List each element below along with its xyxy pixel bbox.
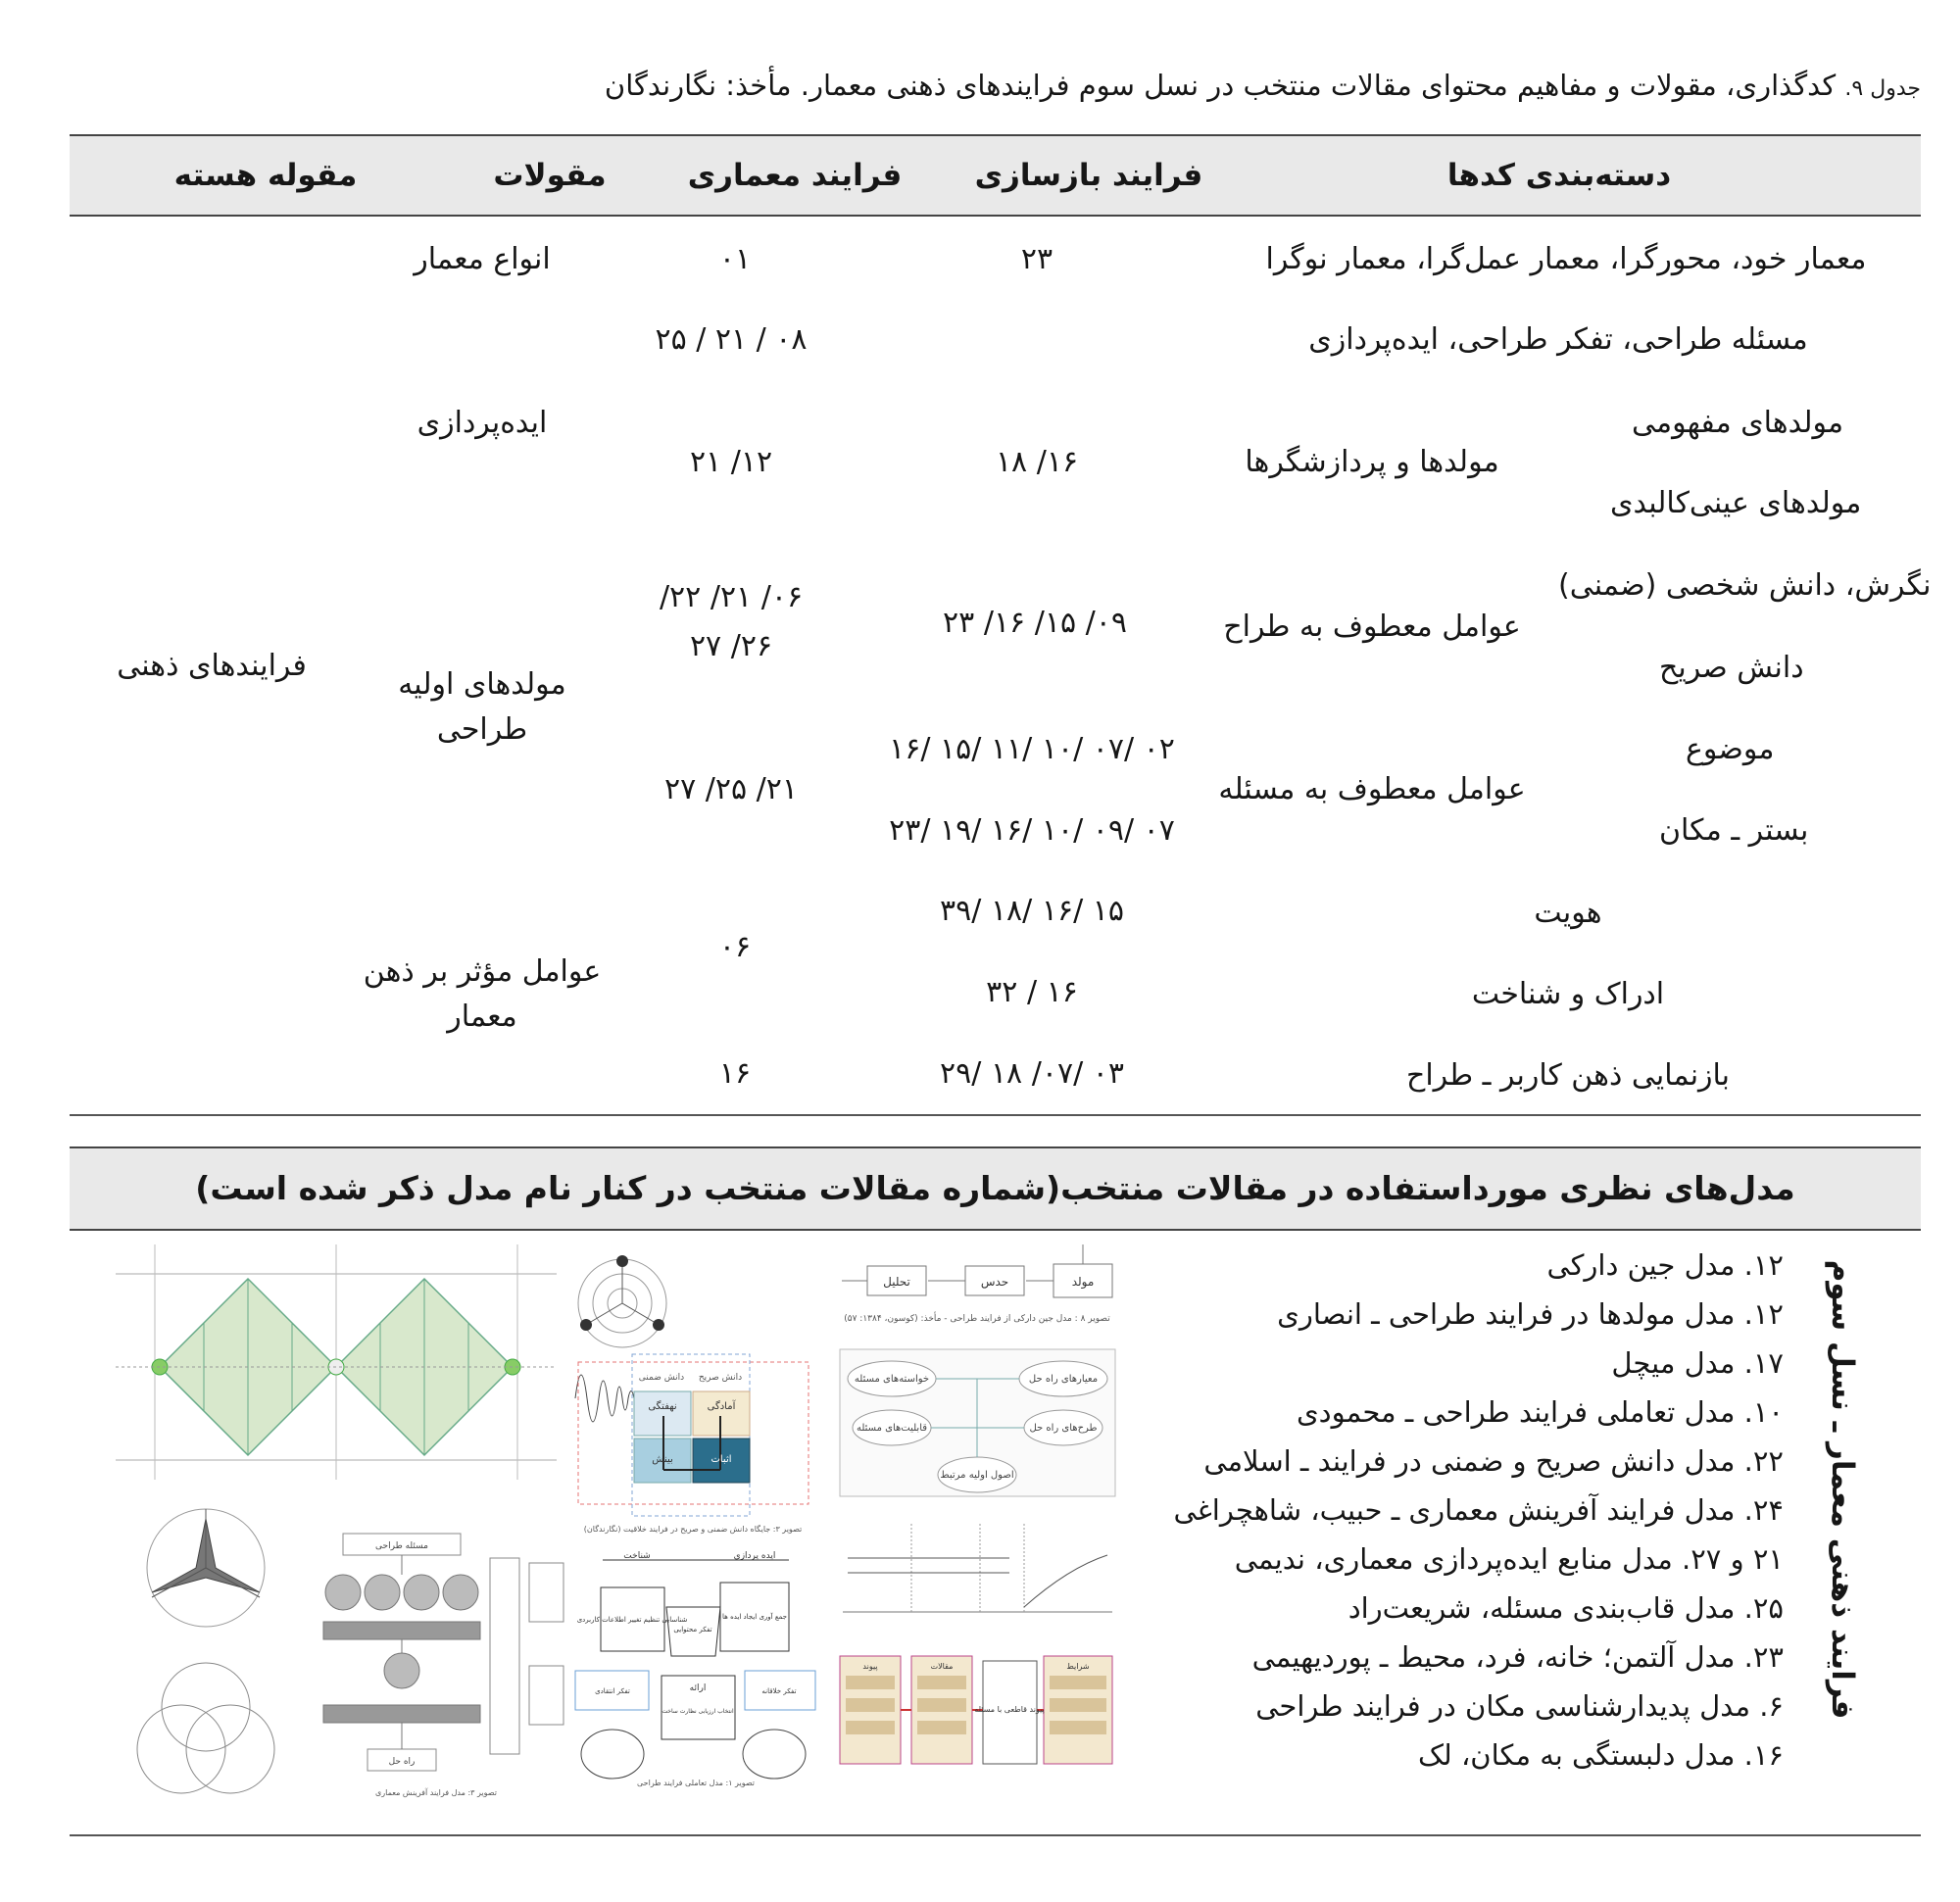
interactive-label-5: جمع آوری ایجاد ایده ها — [722, 1613, 787, 1621]
row2-code: مسئله طراحی، تفکر طراحی، ایده‌پردازی — [1308, 322, 1808, 357]
row8-code: بستر ـ مکان — [1659, 813, 1809, 848]
row1-code: معمار خود، محورگرا، معمار عمل‌گرا، معمار نوگرا — [1265, 242, 1867, 276]
group-generators: مولدها و پردازشگرها — [1245, 445, 1499, 479]
jones-box-2: حدس — [980, 1275, 1009, 1289]
gen-label-1: معیارهای راه حل — [1028, 1374, 1099, 1385]
generators-arch: ۱۲/ ۲۱ — [689, 445, 773, 479]
jones-box-1: مولد — [1071, 1275, 1095, 1289]
venn-figure — [122, 1656, 289, 1803]
caption-label: جدول ۹. — [1844, 76, 1921, 101]
framing-label-2: مقالات — [930, 1662, 954, 1671]
row7-recon: ۰۲ /۰۷ /۱۰ /۱۱ /۱۵ /۱۶ — [889, 732, 1175, 766]
header-codes: دسته‌بندی کدها — [1446, 158, 1672, 193]
row11-recon: ۰۳ /۰۷/ ۱۸ /۲۹ — [940, 1056, 1124, 1091]
category-primary-generators: مولدهای اولیه طراحی — [398, 667, 566, 747]
know-label-5: بینش — [652, 1454, 673, 1465]
designer-arch-2: ۲۶/ ۲۷ — [689, 629, 773, 663]
know-label-1: دانش ضمنی — [638, 1373, 685, 1383]
interactive-label-2: شناخت — [623, 1551, 651, 1561]
core-category: فرایندهای ذهنی — [117, 649, 307, 683]
framing-label-1: پیوند قاطعی با مسئله — [974, 1705, 1045, 1714]
designer-recon: ۰۹/ ۱۵/ ۱۶/ ۲۳ — [943, 606, 1127, 640]
knowledge-svg — [573, 1352, 813, 1538]
know-label-3: نهفتگی — [648, 1401, 677, 1412]
radial-figure — [568, 1249, 676, 1357]
row6-code: دانش صریح — [1659, 651, 1804, 685]
model-list — [1156, 1241, 1784, 1789]
interactive-label-3: شناسایی تنظیم تغییر اطلاعات کاربردی — [576, 1616, 688, 1624]
row7-code: موضوع — [1686, 732, 1775, 766]
model-item: ۲۴. مدل فرایند آفرینش معماری ـ حبیب، شاهچراغی — [1173, 1493, 1784, 1527]
jones-caption: تصویر ۸ : مدل جین دارکی از فرایند طراحی - مأخذ: (کوسون، ۱۳۸۴: ۵۷) — [844, 1314, 1110, 1324]
framing-label-3: پیوند — [862, 1662, 878, 1671]
interactive-caption: تصویر ۱: مدل تعاملی فرایند طراحی — [637, 1779, 755, 1787]
model-item: ۶. مدل پدیدارشناسی مکان در فرایند طراحی — [1255, 1689, 1784, 1723]
models-header — [70, 1146, 1921, 1231]
interactive-svg — [573, 1548, 818, 1793]
interactive-label-1: ایده پردازی — [733, 1551, 776, 1561]
caption-text: کدگذاری، مقولات و مفاهیم محتوای مقالات منتخب در نسل سوم فرایندهای ذهنی معمار. مأخذ: نگارندگان — [604, 69, 1837, 102]
jones-darke-svg — [838, 1244, 1117, 1333]
table-header — [70, 134, 1921, 217]
gen-label-5: قابلیت‌های مسئله — [856, 1423, 928, 1434]
category-ideation: ایده‌پردازی — [416, 406, 548, 440]
group-problem-factors: عوامل معطوف به مسئله — [1218, 772, 1526, 806]
interactive-figure — [573, 1548, 818, 1793]
knowledge-figure — [573, 1352, 813, 1538]
category-mind-factors: عوامل مؤثر بر ذهن معمار — [363, 954, 602, 1034]
process-svg — [299, 1519, 568, 1803]
know-label-6: اثبات — [710, 1454, 732, 1465]
row10-code: ادراک و شناخت — [1471, 977, 1665, 1011]
row10-recon: ۱۶ / ۳۲ — [986, 975, 1078, 1009]
model-item: ۲۳. مدل آلتمن؛ خانه، فرد، محیط ـ پوردیهیمی — [1251, 1640, 1784, 1674]
model-item: ۱۲. مدل جین دارکی — [1546, 1248, 1784, 1282]
generators-svg — [838, 1347, 1117, 1499]
framing-label-4: شرایط — [1066, 1662, 1090, 1671]
row5-code: نگرش، دانش شخصی (ضمنی) — [1558, 568, 1932, 603]
header-architectural: فرایند معماری — [687, 158, 903, 193]
jones-darke-figure — [838, 1244, 1117, 1333]
row1-arch: ۰۱ — [718, 242, 752, 276]
mitchell-label-2: راه حل — [388, 1757, 416, 1767]
model-item: ۲۱ و ۲۷. مدل منابع ایده‌پردازی معماری، ندیمی — [1234, 1542, 1784, 1576]
generators-figure — [838, 1347, 1117, 1499]
model-item: ۱۲. مدل مولدها در فرایند طراحی ـ انصاری — [1277, 1297, 1784, 1331]
interactive-label-8: تفکر انتقادی — [595, 1687, 630, 1695]
table-caption — [578, 61, 1921, 110]
know-label-4: آمادگی — [707, 1401, 736, 1412]
row1-recon: ۲۳ — [1020, 242, 1054, 276]
timeline-svg — [838, 1514, 1117, 1636]
row9-recon: ۱۵ /۱۶ /۱۸ /۳۹ — [940, 894, 1124, 928]
header-reconstruction: فرایند بازسازی — [974, 158, 1203, 193]
row3-code: مولدهای مفهومی — [1632, 406, 1844, 440]
model-item: ۲۲. مدل دانش صریح و ضمنی در فرایند ـ اسلامی — [1203, 1444, 1784, 1478]
interactive-label-9: تفکر خلاقانه — [761, 1687, 797, 1695]
process-figure — [299, 1519, 568, 1803]
gen-label-4: خواسته‌های مسئله — [854, 1374, 930, 1385]
venn-svg — [122, 1656, 289, 1803]
row9-code: هویت — [1534, 896, 1602, 930]
designer-arch-1: ۰۶/ ۲۱/ ۲۲/ — [659, 580, 804, 614]
table-bottom-rule — [70, 1114, 1921, 1116]
model-item: ۱۶. مدل دلبستگی به مکان، لک — [1417, 1738, 1784, 1772]
model-item: ۱۷. مدل میچل — [1611, 1346, 1784, 1380]
row11-arch: ۱۶ — [718, 1056, 752, 1091]
double-diamond-figure — [116, 1244, 557, 1489]
model-item: ۱۰. مدل تعاملی فرایند طراحی ـ محمودی — [1296, 1395, 1784, 1429]
triangle-figure — [122, 1494, 289, 1641]
gen-label-3: اصول اولیه مرتبط — [940, 1470, 1014, 1481]
row4-code: مولدهای عینی‌کالبدی — [1610, 486, 1862, 520]
header-core: مقوله هسته — [173, 158, 358, 193]
header-categories: مقولات — [493, 158, 607, 193]
jones-box-3: تحلیل — [883, 1275, 910, 1289]
models-title: مدل‌های نظری مورداستفاده در مقالات منتخب(شماره مقالات منتخب در کنار نام مدل ذکر شده است) — [195, 1169, 1795, 1207]
row11-code: بازنمایی ذهن کاربر ـ طراح — [1405, 1058, 1731, 1093]
row8-recon: ۰۷ /۰۹ /۱۰ /۱۶ /۱۹ /۲۳ — [889, 813, 1175, 848]
problem-arch: ۲۱/ ۲۵/ ۲۷ — [663, 772, 799, 806]
problem-framing-figure — [838, 1651, 1117, 1803]
page-bottom-rule — [70, 1834, 1921, 1836]
model-item: ۲۵. مدل قاب‌بندی مسئله، شریعت‌راد — [1348, 1591, 1784, 1625]
category-architect-types: انواع معمار — [414, 242, 551, 276]
know-label-2: دانش صریح — [698, 1373, 743, 1383]
side-label: فرایند ذهنی معمار ـ نسل سوم — [1825, 1259, 1860, 1720]
mind-arch: ۰۶ — [718, 930, 752, 964]
gen-label-2: طرح‌های راه حل — [1029, 1423, 1098, 1434]
triangle-svg — [122, 1494, 289, 1641]
knowledge-caption: تصویر ۳: جایگاه دانش ضمنی و صریح در فرایند خلاقیت (نگارندگان) — [583, 1525, 803, 1534]
problem-framing-svg — [838, 1651, 1117, 1803]
interactive-label-4: تفکر محتوایی — [673, 1626, 712, 1634]
timeline-figure — [838, 1514, 1117, 1636]
mitchell-caption: تصویر ۳: مدل فرایند آفرینش معماری — [375, 1788, 497, 1797]
double-diamond-svg — [116, 1244, 557, 1489]
generators-recon: ۱۶/ ۱۸ — [995, 445, 1079, 479]
group-designer-factors: عوامل معطوف به طراح — [1223, 610, 1521, 644]
radial-svg — [568, 1249, 676, 1357]
interactive-label-7: انتخاب ارزیابی نظارت ساخت — [662, 1708, 734, 1715]
interactive-label-6: ارائه — [689, 1683, 707, 1693]
mitchell-label-1: مسئله طراحی — [375, 1541, 428, 1551]
row2-arch: ۰۸ / ۲۱ / ۲۵ — [655, 322, 808, 357]
